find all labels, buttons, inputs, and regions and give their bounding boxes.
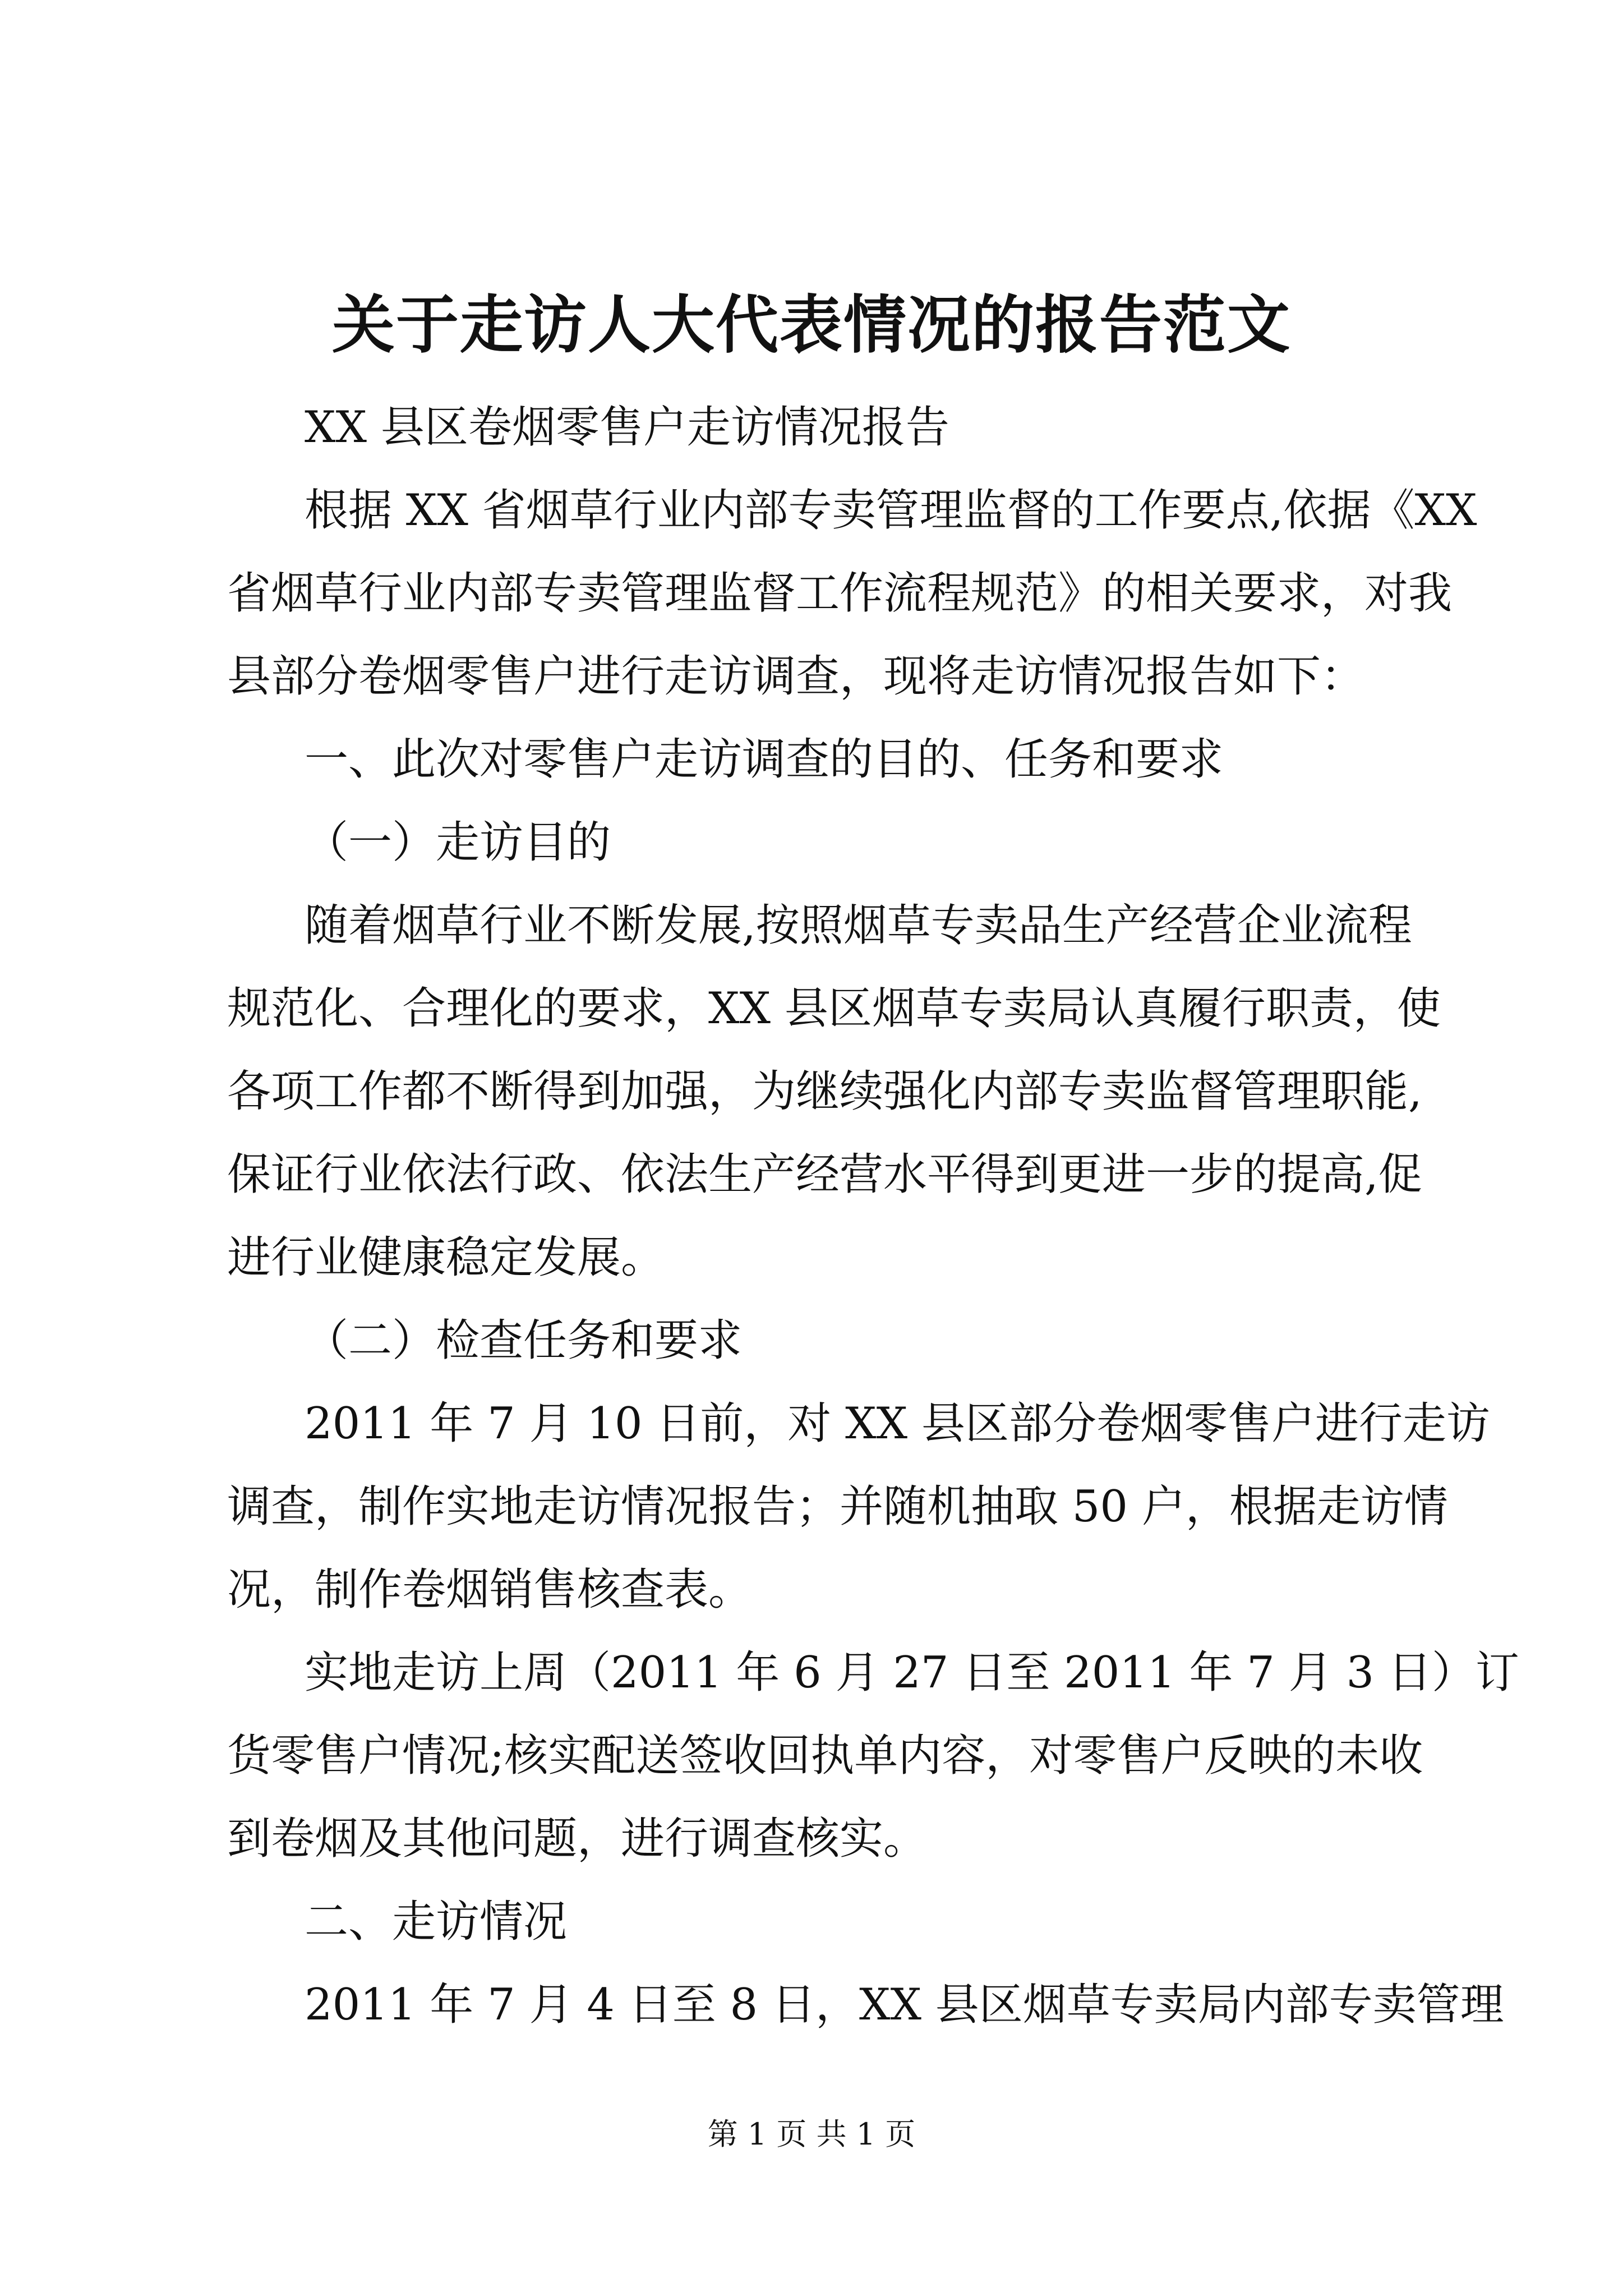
paragraph-line: 到卷烟及其他问题，进行调查核实。 xyxy=(227,1814,928,1864)
paragraph-line: 保证行业依法行政、依法生产经营水平得到更进一步的提高,促 xyxy=(227,1149,1422,1200)
paragraph-line: 省烟草行业内部专卖管理监督工作流程规范》的相关要求，对我 xyxy=(227,568,1453,619)
document-body xyxy=(227,386,1519,2046)
document-title: 关于走访人大代表情况的报告范文 xyxy=(332,288,1291,362)
paragraph-line: 实地走访上周（2011 年 6 月 27 日至 2011 年 7 月 3 日）订 xyxy=(305,1648,1519,1698)
paragraph-line: 各项工作都不断得到加强，为继续强化内部专卖监督管理职能, xyxy=(227,1066,1422,1117)
subsection-heading: （二）检查任务和要求 xyxy=(305,1315,743,1366)
section-heading: 二、走访情况 xyxy=(305,1897,568,1947)
paragraph-line: 根据 XX 省烟草行业内部专卖管理监督的工作要点,依据《XX xyxy=(305,485,1477,536)
paragraph-line: 货零售户情况;核实配送签收回执单内容，对零售户反映的未收 xyxy=(227,1731,1423,1781)
paragraph-line: 2011 年 7 月 10 日前，对 XX 县区部分卷烟零售户进行走访 xyxy=(305,1398,1490,1449)
paragraph-line: 县部分卷烟零售户进行走访调查，现将走访情况报告如下： xyxy=(227,651,1365,702)
paragraph-line: 规范化、合理化的要求，XX 县区烟草专卖局认真履行职责，使 xyxy=(227,983,1441,1034)
subsection-heading: （一）走访目的 xyxy=(305,817,611,868)
paragraph-line: 随着烟草行业不断发展,按照烟草专卖品生产经营企业流程 xyxy=(305,900,1412,951)
paragraph-line: 2011 年 7 月 4 日至 8 日，XX 县区烟草专卖局内部专卖管理 xyxy=(305,1980,1504,2030)
paragraph-line: 进行业健康稳定发展。 xyxy=(227,1232,665,1283)
section-heading: 一、此次对零售户走访调查的目的、任务和要求 xyxy=(305,734,1224,785)
paragraph-line: XX 县区卷烟零售户走访情况报告 xyxy=(305,402,949,453)
paragraph-line: 调查，制作实地走访情况报告；并随机抽取 50 户，根据走访情 xyxy=(227,1481,1448,1532)
page-footer: 第 1 页 共 1 页 xyxy=(707,2116,916,2152)
paragraph-line: 况，制作卷烟销售核查表。 xyxy=(227,1565,753,1615)
